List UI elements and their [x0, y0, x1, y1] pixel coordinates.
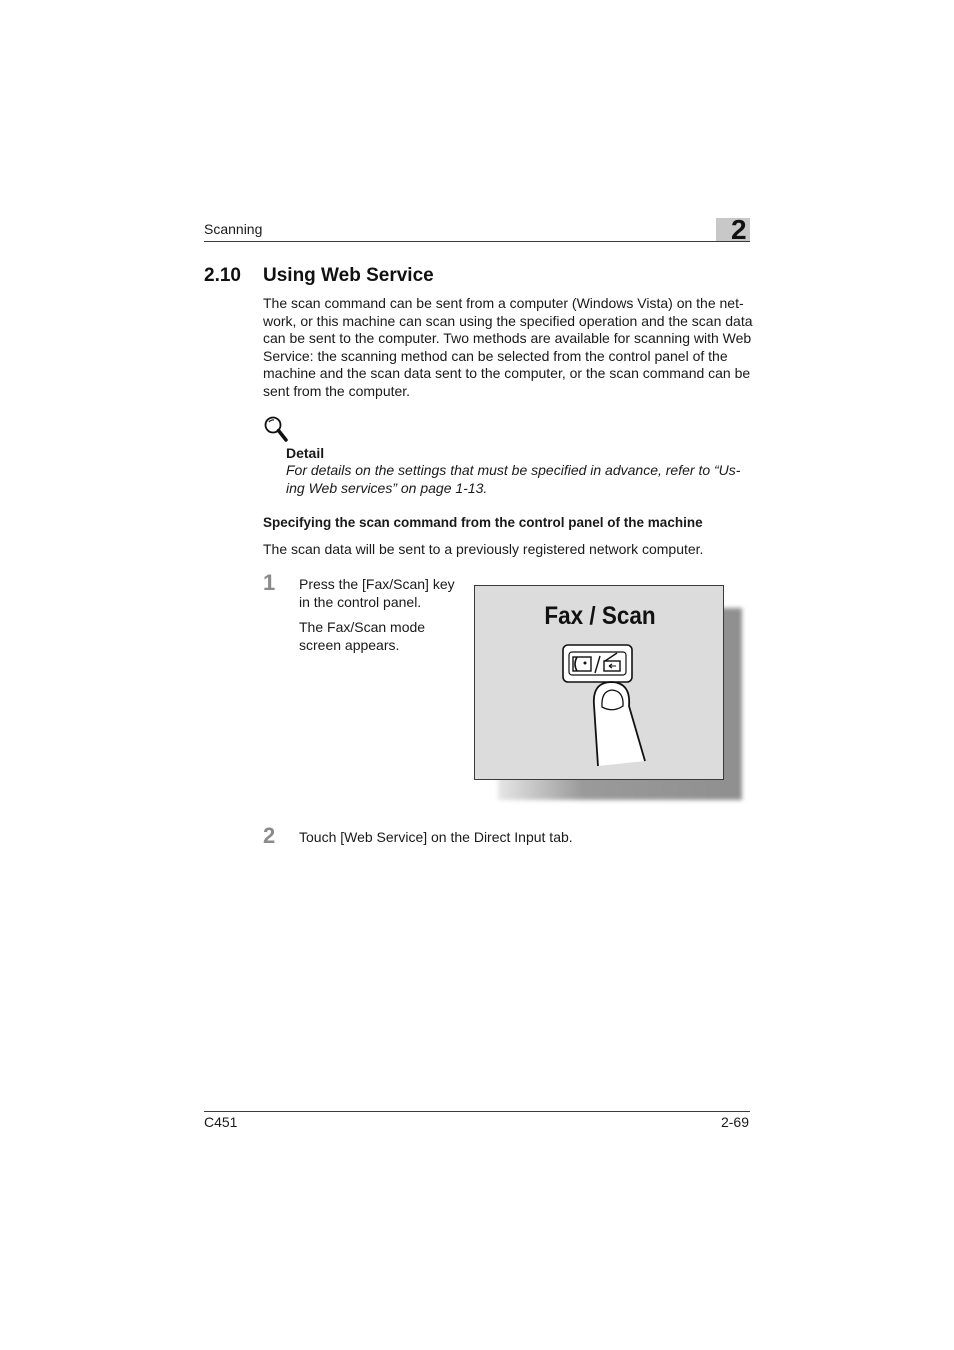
illustration-label: Fax / Scan [544, 601, 656, 631]
step-1-number: 1 [263, 570, 276, 595]
step-2-text: Touch [Web Service] on the Direct Input tab. [299, 829, 573, 845]
section-title-text: Using Web Service [263, 265, 434, 286]
subheading: Specifying the scan command from the control panel of the machine [263, 515, 703, 530]
detail-text: For details on the settings that must be specified in advance, refer to “Us-ing Web services” on page 1-13. [286, 462, 741, 496]
step-2-number: 2 [263, 823, 276, 848]
chapter-number: 2 [731, 214, 747, 245]
running-header-section: Scanning [204, 221, 263, 237]
subheading-paragraph: The scan data will be sent to a previously registered network computer. [263, 541, 704, 557]
fax-scan-illustration-art [474, 585, 724, 780]
footer-model: C451 [204, 1114, 238, 1130]
fax-scan-key-icon [563, 645, 632, 682]
step-1-text: Press the [Fax/Scan] key in the control panel. [299, 576, 455, 610]
finger-press-icon [594, 682, 645, 766]
magnifier-icon [263, 415, 289, 443]
footer-rule [204, 1111, 750, 1112]
header-rule [204, 241, 750, 242]
intro-paragraph: The scan command can be sent from a computer (Windows Vista) on the net-work, or this machine can scan using the specified operation and the scan data can be sent to the computer. Two methods are available for scanning with Web Service: the scanning method can be selected from the control panel of the machine and the scan data sent to the computer, or the scan command can be sent from the computer. [263, 295, 753, 399]
step-1-result: The Fax/Scan mode screen appears. [299, 619, 426, 653]
detail-label: Detail [286, 445, 325, 461]
page-number: 2-69 [720, 1114, 749, 1130]
section-title [204, 265, 434, 287]
section-number: 2.10 [204, 265, 241, 286]
